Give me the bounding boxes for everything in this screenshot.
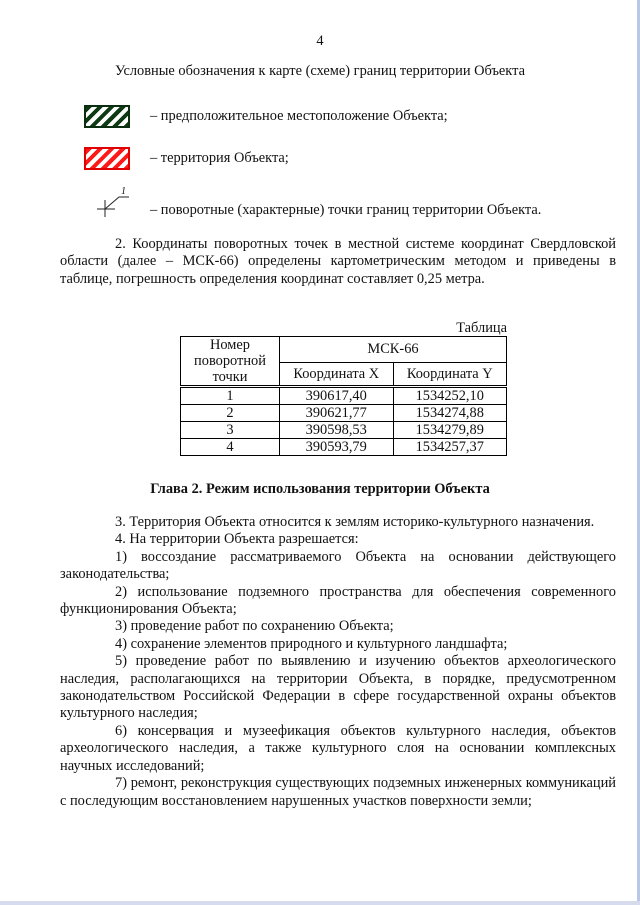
list-item: 6) консервация и музеефикация объектов культурного наследия, объектов археологического наследия, а также культурного слоя на основании комплексных научных исследований; <box>60 722 616 774</box>
header-point-number: Номер поворотной точки <box>181 337 280 387</box>
cell-y: 1534257,37 <box>393 439 507 456</box>
point-label: 1 <box>121 186 126 197</box>
page-number: 4 <box>316 33 324 49</box>
table-caption: Таблица <box>456 320 507 336</box>
body-text <box>60 514 616 810</box>
list-item: 5) проведение работ по выявлению и изучению объектов археологического наследия, располагающихся на территории Объекта, в порядке, предусмотренном законодательством Российской Федерации в сфере государственной охраны объектов культурного наследия; <box>60 653 616 722</box>
cell-point: 3 <box>181 422 280 439</box>
cell-x: 390598,53 <box>280 422 394 439</box>
coordinates-table <box>180 336 507 456</box>
paragraph-3: 3. Территория Объекта относится к землям историко-культурного назначения. <box>115 514 595 530</box>
cell-y: 1534279,89 <box>393 422 507 439</box>
header-system: МСК-66 <box>280 337 507 363</box>
header-y: Координата Y <box>393 362 507 387</box>
legend-title: Условные обозначения к карте (схеме) границ территории Объекта <box>115 63 525 79</box>
cell-point: 4 <box>181 439 280 456</box>
cell-point: 2 <box>181 405 280 422</box>
cell-x: 390617,40 <box>280 387 394 405</box>
list-item: 1) воссоздание рассматриваемого Объекта на основании действующего законодательства; <box>60 548 616 583</box>
cell-x: 390621,77 <box>280 405 394 422</box>
table-row <box>181 439 507 456</box>
chapter-title: Глава 2. Режим использования территории Объекта <box>150 481 490 497</box>
legend-item-probable-location: – предположительное местоположение Объекта; <box>150 108 448 124</box>
list-item: 3) проведение работ по сохранению Объекта; <box>115 618 394 635</box>
cell-point: 1 <box>181 387 280 405</box>
paragraph-4: 4. На территории Объекта разрешается: <box>115 531 359 548</box>
green-hatch-swatch <box>84 105 130 128</box>
cell-x: 390593,79 <box>280 439 394 456</box>
list-item: 7) ремонт, реконструкция существующих подземных инженерных коммуникаций с последующим восстановлением нарушенных участков поверхности земли; <box>60 775 616 809</box>
red-hatch-swatch <box>84 147 130 170</box>
list-item: 4) сохранение элементов природного и культурного ландшафта; <box>115 635 508 652</box>
cell-y: 1534252,10 <box>393 387 507 405</box>
list-item: 2) использование подземного пространства для обеспечения современного функционирования Объекта; <box>60 583 616 618</box>
header-x: Координата X <box>280 362 394 387</box>
turning-point-icon <box>93 184 133 218</box>
legend-item-territory: – территория Объекта; <box>150 150 289 166</box>
table-row <box>181 405 507 422</box>
table-row <box>181 387 507 405</box>
table-row <box>181 422 507 439</box>
cell-y: 1534274,88 <box>393 405 507 422</box>
paragraph-2: 2. Координаты поворотных точек в местной системе координат Свердловской области (далее – МСК-66) определены картометрическим методом и приведены в таблице, погрешность определения координат составляет 0,25 метра. <box>60 236 616 287</box>
legend-item-turning-points: – поворотные (характерные) точки границ территории Объекта. <box>150 202 542 218</box>
